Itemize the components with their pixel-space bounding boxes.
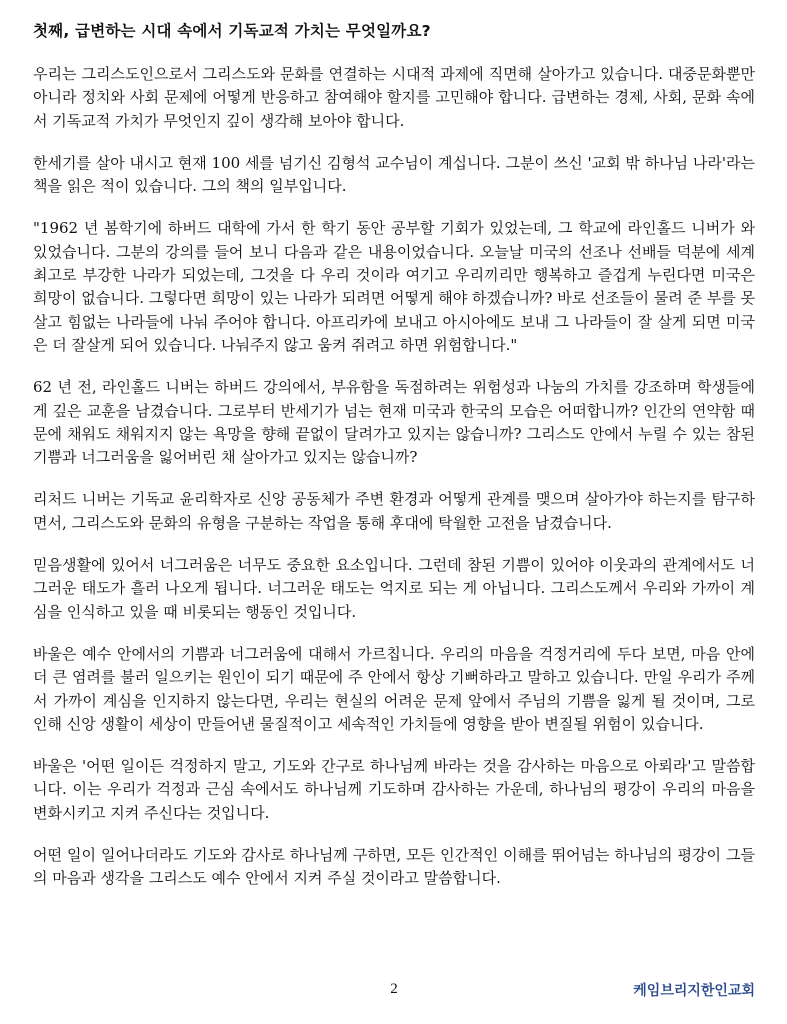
page-number: 2 xyxy=(390,981,398,997)
paragraph-6: 믿음생활에 있어서 너그러움은 너무도 중요한 요소입니다. 그런데 참된 기쁨이 있어야 이웃과의 관계에서도 너그러운 태도가 흘러 나오게 됩니다. 너그러운 태도는 억지로 되는 게 아닙니다. 그리스도께서 우리와 가까이 계심을 인식하고 있을 때 비롯되는 행동인 것입니다. xyxy=(33,556,755,621)
paragraph-9: 어떤 일이 일어나더라도 기도와 감사로 하나님께 구하면, 모든 인간적인 이해를 뛰어넘는 하나님의 평강이 그들의 마음과 생각을 그리스도 예수 안에서 지켜 주실 것이라고 말씀합니다. xyxy=(33,846,755,888)
paragraph-4: 62 년 전, 라인홀드 니버는 하버드 강의에서, 부유함을 독점하려는 위험성과 나눔의 가치를 강조하며 학생들에게 깊은 교훈을 남겼습니다. 그로부터 반세기가 넘는 현재 미국과 한국의 모습은 어떠합니까? 인간의 연약함 때문에 채워도 채워지지 않는 욕망을 향해 끝없이 달려가고 있지는 않습니까? 그리스도 안에서 누릴 수 있는 참된 기쁨과 너그러움을 잃어버린 채 살아가고 있지는 않습니까? xyxy=(33,378,755,467)
paragraph-7: 바울은 예수 안에서의 기쁨과 너그러움에 대해서 가르칩니다. 우리의 마음을 걱정거리에 두다 보면, 마음 안에 더 큰 염려를 불러 일으키는 원인이 되기 때문에 주 안에서 항상 기뻐하라고 말하고 있습니다. 만일 우리가 주께서 가까이 계심을 인지하지 않는다면, 우리는 현실의 어려운 문제 앞에서 주님의 기쁨을 잃게 될 것이며, 그로 인해 신앙 생활이 세상이 만들어낸 물질적이고 세속적인 가치들에 영향을 받아 변질될 위험이 있습니다. xyxy=(33,644,755,733)
paragraph-3-quote: "1962 년 봄학기에 하버드 대학에 가서 한 학기 동안 공부할 기회가 있었는데, 그 학교에 라인홀드 니버가 와 있었습니다. 그분의 강의를 들어 보니 다음과 같은 내용이었습니다. 오늘날 미국의 선조나 선배들 덕분에 세계 최고로 부강한 나라가 되었는데, 그것을 다 우리 것이라 여기고 우리끼리만 행복하고 즐겁게 누린다면 미국은 희망이 없습니다. 그렇다면 희망이 있는 나라가 되려면 어떻게 해야 하겠습니까? 바로 선조들이 물려 준 부를 못살고 힘없는 나라들에 나눠 주어야 합니다. 아프리카에 보내고 아시아에도 보내 그 나라들이 잘 살게 되면 미국은 더 잘살게 되어 있습니다. 나눠주지 않고 움켜 쥐려고 하면 위험합니다." xyxy=(33,219,755,354)
section-heading: 첫째, 급변하는 시대 속에서 기독교적 가치는 무엇일까요? xyxy=(33,22,431,40)
paragraph-8: 바울은 '어떤 일이든 걱정하지 말고, 기도와 간구로 하나님께 바라는 것을 감사하는 마음으로 아뢰라'고 말씀합니다. 이는 우리가 걱정과 근심 속에서도 하나님께 기도하며 감사하는 가운데, 하나님의 평강이 우리의 마음을 변화시키고 지켜 주신다는 것입니다. xyxy=(33,757,755,822)
church-name: 케임브리지한인교회 xyxy=(633,983,755,999)
document-page xyxy=(33,18,755,910)
paragraph-1: 우리는 그리스도인으로서 그리스도와 문화를 연결하는 시대적 과제에 직면해 살아가고 있습니다. 대중문화뿐만 아니라 정치와 사회 문제에 어떻게 반응하고 참여해야 할지를 고민해야 합니다. 급변하는 경제, 사회, 문화 속에서 기독교적 가치가 무엇인지 깊이 생각해 보아야 합니다. xyxy=(33,65,755,130)
paragraph-2: 한세기를 살아 내시고 현재 100 세를 넘기신 김형석 교수님이 계십니다. 그분이 쓰신 '교회 밖 하나님 나라'라는 책을 읽은 적이 있습니다. 그의 책의 일부입니다. xyxy=(33,153,755,196)
paragraph-5: 리처드 니버는 기독교 윤리학자로 신앙 공동체가 주변 환경과 어떻게 관계를 맺으며 살아가야 하는지를 탐구하면서, 그리스도와 문화의 유형을 구분하는 작업을 통해 후대에 탁월한 고전을 남겼습니다. xyxy=(33,490,755,532)
